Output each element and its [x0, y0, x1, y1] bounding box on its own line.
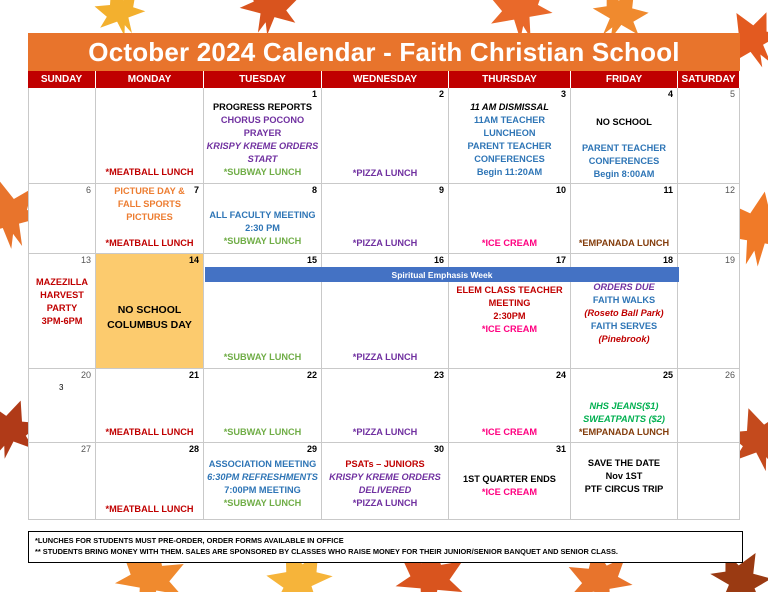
event-line: NO SCHOOL [117, 303, 182, 316]
day-number: 1 [311, 89, 317, 99]
footer-note-money: ** STUDENTS BRING MONEY WITH THEM. SALES ARE SPONSORED BY CLASSES WHO RAISE MONEY FOR THEIR JUNIOR/SENIOR BANQUET AND SENIOR CLASS. [35, 547, 618, 556]
day-events [204, 209, 321, 248]
event-line: HARVEST [40, 290, 84, 300]
day-number: 11 [663, 185, 673, 195]
event-line: DELIVERED [358, 485, 412, 495]
calendar-week-row [28, 443, 740, 520]
day-number: 12 [724, 185, 735, 195]
day-events [449, 237, 570, 250]
event-line: *SUBWAY LUNCH [223, 236, 302, 246]
event-line: 2:30PM [493, 311, 526, 321]
day-number: 15 [306, 255, 317, 265]
day-number: 19 [724, 255, 735, 265]
day-number: 30 [433, 444, 444, 454]
day-events [322, 167, 448, 180]
event-line: Begin 11:20AM [476, 167, 543, 177]
event-line: *MEATBALL LUNCH [105, 238, 194, 248]
event-line: ELEM CLASS TEACHER [456, 285, 563, 295]
calendar-day-cell[interactable] [28, 88, 96, 184]
event-line: FALL SPORTS [117, 199, 182, 209]
day-number: 23 [433, 370, 444, 380]
event-line: *EMPANADA LUNCH [578, 427, 670, 437]
event-line: PTF CIRCUS TRIP [584, 484, 664, 494]
calendar-day-cell[interactable] [96, 254, 204, 369]
event-line: *SUBWAY LUNCH [223, 352, 302, 362]
day-number: 18 [662, 255, 673, 265]
calendar-day-cell[interactable] [28, 369, 96, 443]
day-events [29, 276, 95, 328]
calendar-day-cell[interactable] [678, 88, 740, 184]
day-number: 6 [85, 185, 91, 195]
event-line: CONFERENCES [474, 154, 545, 164]
event-line: Nov 1ST [605, 471, 643, 481]
event-line: *SUBWAY LUNCH [223, 498, 302, 508]
day-number: 24 [555, 370, 566, 380]
calendar-day-cell[interactable] [204, 184, 322, 254]
day-number: 16 [433, 255, 444, 265]
day-events [571, 116, 677, 181]
calendar-day-cell[interactable] [571, 184, 678, 254]
footer-notes [28, 531, 743, 563]
day-events [571, 400, 677, 439]
event-line: 6:30PM REFRESHMENTS [207, 472, 318, 482]
event-line: *PIZZA LUNCH [352, 427, 418, 437]
event-line: 2:30 PM [245, 223, 280, 233]
day-number: 26 [724, 370, 735, 380]
event-line: PRAYER [243, 128, 282, 138]
day-events [449, 473, 570, 499]
calendar-day-cell[interactable] [678, 184, 740, 254]
calendar-day-cell[interactable] [678, 254, 740, 369]
event-line: PSATs – JUNIORS [345, 459, 425, 469]
day-events [96, 503, 203, 516]
event-line: PICTURE DAY & [114, 186, 185, 196]
event-line: PARENT TEACHER [581, 143, 667, 153]
calendar-week-row [28, 369, 740, 443]
day-number: 31 [555, 444, 566, 454]
event-line: NO SCHOOL [596, 117, 652, 127]
event-line: PICTURES [126, 212, 173, 222]
day-events [204, 458, 321, 510]
event-line: 3PM-6PM [41, 316, 83, 326]
day-number: 2 [438, 89, 444, 99]
calendar-day-cell[interactable] [96, 443, 204, 520]
calendar-day-cell[interactable] [322, 369, 449, 443]
event-line: ORDERS DUE [593, 282, 655, 292]
event-line: ALL FACULTY MEETING [209, 210, 316, 220]
event-line: *ICE CREAM [481, 238, 538, 248]
day-number: 25 [662, 370, 673, 380]
day-events [449, 426, 570, 439]
event-line: ASSOCIATION MEETING [208, 459, 317, 469]
event-line: *ICE CREAM [481, 427, 538, 437]
calendar-day-cell[interactable] [204, 88, 322, 184]
calendar-day-cell[interactable] [322, 184, 449, 254]
event-line: FAITH WALKS [592, 295, 656, 305]
calendar-day-cell[interactable] [96, 88, 204, 184]
day-events [204, 101, 321, 179]
calendar-week-row [28, 184, 740, 254]
day-number: 4 [667, 89, 673, 99]
day-number: 9 [438, 185, 444, 195]
event-line: *PIZZA LUNCH [352, 352, 418, 362]
event-line: 1ST QUARTER ENDS [463, 474, 556, 484]
day-number: 22 [306, 370, 317, 380]
calendar-title-bar [28, 33, 740, 71]
event-line: PARTY [46, 303, 78, 313]
calendar-day-cell[interactable] [449, 369, 571, 443]
event-line: START [247, 154, 278, 164]
event-line: *PIZZA LUNCH [352, 168, 418, 178]
weekday-header-2: TUESDAY [204, 71, 322, 88]
day-number: 17 [555, 255, 566, 265]
day-events [96, 426, 203, 439]
event-line: Begin 8:00AM [593, 169, 655, 179]
event-line: *ICE CREAM [481, 324, 538, 334]
event-line: *PIZZA LUNCH [352, 238, 418, 248]
day-events [571, 237, 677, 250]
event-line: MAZEZILLA [35, 277, 89, 287]
day-events [322, 237, 448, 250]
day-number: 7 [193, 185, 199, 195]
weekday-header-1: MONDAY [96, 71, 204, 88]
day-events [322, 426, 448, 439]
calendar-day-cell[interactable] [28, 184, 96, 254]
calendar-day-cell[interactable] [449, 184, 571, 254]
day-number: 29 [306, 444, 317, 454]
footer-note-lunch: *LUNCHES FOR STUDENTS MUST PRE-ORDER, ORDER FORMS AVAILABLE IN OFFICE [35, 536, 344, 545]
event-line: PARENT TEACHER [467, 141, 552, 151]
weekday-header-row [28, 71, 740, 88]
weekday-header-3: WEDNESDAY [322, 71, 449, 88]
calendar-day-cell[interactable] [678, 443, 740, 520]
calendar-week-row [28, 88, 740, 184]
day-number: 10 [555, 185, 566, 195]
event-line: LUNCHEON [483, 128, 536, 138]
event-line: COLUMBUS DAY [107, 318, 192, 331]
event-line [571, 129, 677, 142]
calendar-day-cell[interactable] [571, 369, 678, 443]
spiritual-emphasis-week-banner: Spiritual Emphasis Week [205, 267, 679, 282]
calendar-grid [28, 71, 740, 520]
day-events [204, 351, 321, 364]
day-number: 5 [729, 89, 735, 99]
weekday-header-5: FRIDAY [571, 71, 678, 88]
event-line: CHORUS POCONO [220, 115, 305, 125]
event-line: KRISPY KREME ORDERS [206, 141, 319, 151]
event-line [96, 224, 203, 237]
day-number: 3 [560, 89, 566, 99]
event-line: MEETING [488, 298, 531, 308]
event-line: 11AM TEACHER [474, 115, 545, 125]
event-line: SWEATPANTS ($2) [583, 414, 665, 424]
day-events [449, 284, 570, 336]
event-line: (Pinebrook) [598, 334, 650, 344]
calendar-title: October 2024 Calendar - Faith Christian School [88, 36, 680, 67]
calendar-day-cell[interactable] [678, 369, 740, 443]
calendar-day-cell[interactable] [571, 443, 678, 520]
event-line: *SUBWAY LUNCH [223, 427, 302, 437]
event-line: *MEATBALL LUNCH [105, 167, 194, 177]
event-line: KRISPY KREME ORDERS [329, 472, 441, 482]
day-number: 20 [80, 370, 91, 380]
event-line: *PIZZA LUNCH [352, 498, 418, 508]
calendar-day-cell[interactable] [96, 184, 204, 254]
day-events [571, 457, 677, 496]
event-line: 11 AM DISMISSAL [470, 102, 549, 112]
weekday-header-4: THURSDAY [449, 71, 571, 88]
calendar-day-cell[interactable] [28, 254, 96, 369]
calendar-day-cell[interactable] [571, 88, 678, 184]
day-events [322, 458, 448, 510]
day-events [204, 426, 321, 439]
weekday-header-6: SATURDAY [678, 71, 740, 88]
event-line: *MEATBALL LUNCH [105, 504, 194, 514]
event-line: 7:00PM MEETING [224, 485, 301, 495]
calendar-day-cell[interactable] [322, 443, 449, 520]
event-line: *SUBWAY LUNCH [223, 167, 302, 177]
day-events [322, 351, 448, 364]
stray-note: 3 [59, 383, 64, 392]
calendar-day-cell[interactable] [322, 88, 449, 184]
calendar-day-cell[interactable] [204, 369, 322, 443]
calendar-day-cell[interactable] [449, 443, 571, 520]
event-line: FAITH SERVES [590, 321, 658, 331]
event-line: CONFERENCES [588, 156, 660, 166]
calendar-day-cell[interactable] [96, 369, 204, 443]
event-line: SAVE THE DATE [587, 458, 661, 468]
event-line: *EMPANADA LUNCH [578, 238, 670, 248]
day-number: 27 [80, 444, 91, 454]
day-number: 28 [188, 444, 199, 454]
calendar-day-cell[interactable] [28, 443, 96, 520]
event-line: NHS JEANS($1) [589, 401, 659, 411]
day-events [449, 101, 570, 179]
day-number: 8 [311, 185, 317, 195]
day-number: 13 [80, 255, 91, 265]
day-events [96, 303, 203, 333]
calendar-day-cell[interactable] [204, 443, 322, 520]
calendar-day-cell[interactable] [449, 88, 571, 184]
day-number: 14 [188, 255, 199, 265]
weekday-header-0: SUNDAY [28, 71, 96, 88]
event-line: *MEATBALL LUNCH [105, 427, 194, 437]
day-events [96, 166, 203, 179]
event-line: (Roseto Ball Park) [584, 308, 664, 318]
event-line: PROGRESS REPORTS [212, 102, 313, 112]
day-number: 21 [188, 370, 199, 380]
event-line: *ICE CREAM [481, 487, 538, 497]
day-events [96, 185, 203, 250]
